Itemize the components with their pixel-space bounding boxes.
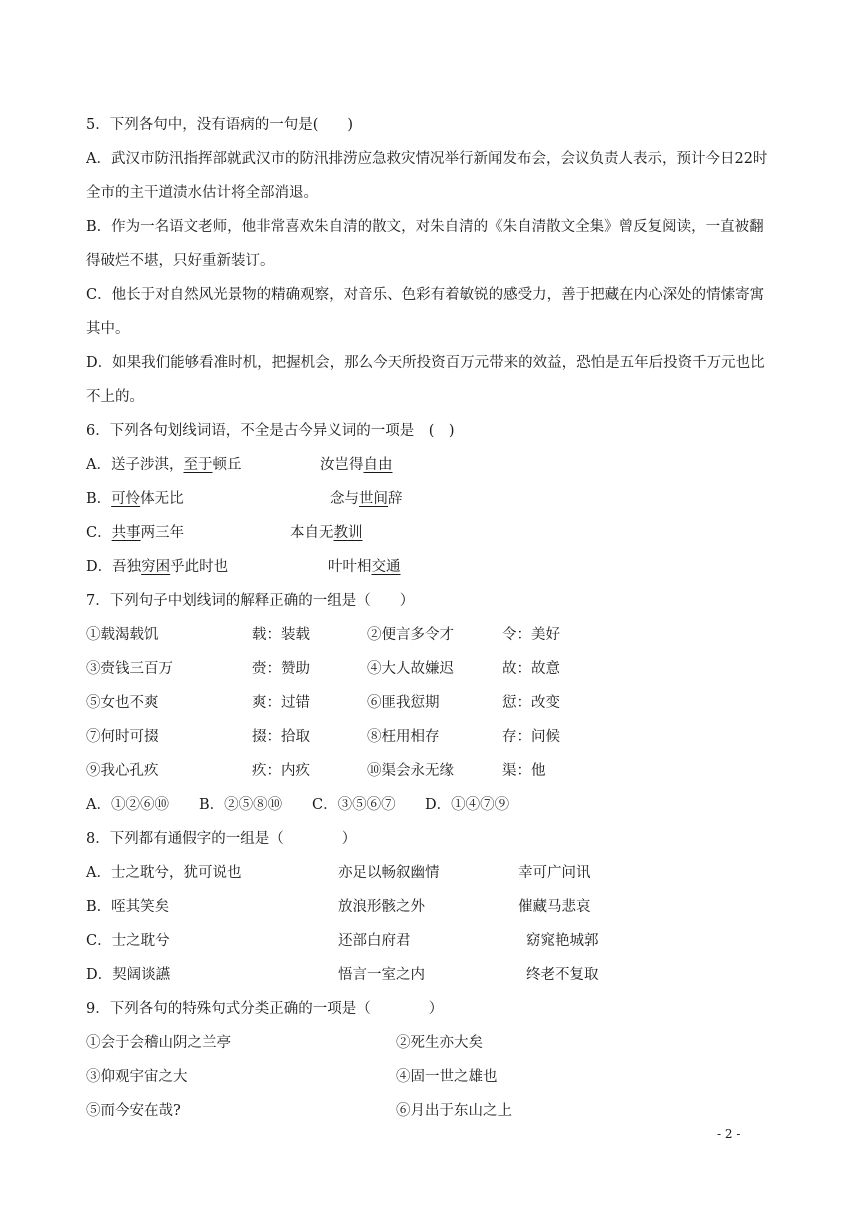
q6-a-text: A．送子涉淇， (86, 457, 184, 473)
q8-option-c (86, 924, 776, 958)
q6-a-underlined-2: 自由 (363, 457, 393, 473)
exam-page (86, 108, 776, 1128)
q7-gloss: 令：美好 (502, 627, 560, 643)
q8-option-b (86, 890, 776, 924)
q8-item: A．士之耽兮，犹可说也 (86, 865, 242, 881)
q6-c-text: C． (86, 525, 112, 541)
q6-a-underlined: 至于 (183, 457, 213, 473)
q8-item: B．咥其笑矣 (86, 899, 170, 915)
q7-row (86, 618, 776, 652)
q7-row (86, 652, 776, 686)
q5-stem: 5．下列各句中，没有语病的一句是( ) (86, 117, 354, 133)
q7-row (86, 686, 776, 720)
q7-phrase: ③赍钱三百万 (86, 661, 173, 677)
q6-b-text: B． (86, 491, 112, 507)
q5-option-a: A．武汉市防汛指挥部就武汉市的防汛排涝应急救灾情况举行新闻发布会，会议负责人表示，预计今日22时全市的主干道渍水估计将全部消退。 (86, 151, 768, 201)
q8-stem: 8．下列都有通假字的一组是（ ） (86, 831, 357, 847)
q7-phrase: ⑦何时可掇 (86, 729, 159, 745)
q7-gloss: 渠：他 (502, 763, 546, 779)
q7-gloss: 掇：拾取 (252, 729, 310, 745)
q9-stem: 9．下列各句的特殊句式分类正确的一项是（ ） (86, 1001, 444, 1017)
q9-row (86, 1060, 776, 1094)
q6-b-text-4: 辞 (388, 491, 403, 507)
q9-item: ③仰观宇宙之大 (86, 1069, 188, 1085)
q9-item: ⑤而今安在哉? (86, 1103, 181, 1119)
q7-phrase: ⑥匪我愆期 (367, 695, 440, 711)
q6-b-underlined-2: 世间 (359, 491, 388, 507)
q8-item: D．契阔谈讌 (86, 967, 171, 983)
q6-c-underlined: 共事 (111, 525, 141, 541)
q7-row (86, 720, 776, 754)
q7-phrase: ⑧枉用相存 (367, 729, 440, 745)
q6-d-text-2: 乎此时也 (170, 559, 229, 575)
q7-phrase: ①载渴载饥 (86, 627, 159, 643)
q7-gloss: 载：装载 (252, 627, 310, 643)
q9-row (86, 1026, 776, 1060)
q8-option-d (86, 958, 776, 992)
q6-option-d (86, 550, 776, 584)
q7-gloss: 疚：内疚 (252, 763, 310, 779)
q8-item: 窈窕艳城郭 (526, 933, 599, 949)
page-number: - 2 - (717, 1127, 741, 1141)
q9-item: ⑥月出于东山之上 (396, 1103, 512, 1119)
q8-item: 终老不复取 (526, 967, 599, 983)
q6-c-text-2: 两三年 (140, 525, 185, 541)
q7-stem: 7．下列句子中划线词的解释正确的一组是（ ） (86, 593, 415, 609)
q7-phrase: ⑩渠会永无缘 (367, 763, 454, 779)
q8-item: 放浪形骸之外 (338, 899, 425, 915)
q6-a-text-2: 顿丘 (212, 457, 242, 473)
q8-item: 悟言一室之内 (338, 967, 425, 983)
q6-b-underlined: 可怜 (111, 491, 141, 507)
q6-d-underlined-2: 交通 (371, 559, 401, 575)
q6-b-text-3: 念与 (330, 491, 359, 507)
q7-gloss: 爽：过错 (252, 695, 310, 711)
q7-choice-d: D．①④⑦⑨ (425, 797, 510, 813)
q7-phrase: ④大人故嫌迟 (367, 661, 454, 677)
q7-phrase: ⑨我心孔疚 (86, 763, 159, 779)
q8-item: 亦足以畅叙幽情 (338, 865, 440, 881)
q7-gloss: 赍：赞助 (252, 661, 310, 677)
q7-choice-b: B．②⑤⑧⑩ (199, 797, 283, 813)
q6-option-b (86, 482, 776, 516)
q8-item: 幸可广问讯 (518, 865, 591, 881)
q7-phrase: ②便言多令才 (367, 627, 454, 643)
q7-gloss: 存：问候 (502, 729, 560, 745)
q7-choice-a: A．①②⑥⑩ (86, 797, 169, 813)
q9-item: ④固一世之雄也 (396, 1069, 498, 1085)
q6-option-a (86, 448, 776, 482)
q6-c-text-3: 本自无 (290, 525, 334, 541)
q9-row (86, 1094, 776, 1128)
q5-option-d: D．如果我们能够看准时机，把握机会，那么今天所投资百万元带来的效益，恐怕是五年后投资千万元也比不上的。 (86, 355, 765, 405)
q6-b-text-2: 体无比 (140, 491, 184, 507)
q6-d-underlined: 穷困 (141, 559, 171, 575)
q7-gloss: 愆：改变 (502, 695, 560, 711)
q7-choices (86, 788, 776, 822)
q7-row (86, 754, 776, 788)
q5-option-b: B．作为一名语文老师，他非常喜欢朱自清的散文，对朱自清的《朱自清散文全集》曾反复阅读，一直被翻得破烂不堪，只好重新装订。 (86, 219, 764, 269)
q8-option-a (86, 856, 776, 890)
q8-item: 催藏马悲哀 (518, 899, 591, 915)
q6-option-c (86, 516, 776, 550)
q6-c-underlined-2: 教训 (333, 525, 363, 541)
q7-phrase: ⑤女也不爽 (86, 695, 159, 711)
q5-option-c: C．他长于对自然风光景物的精确观察，对音乐、色彩有着敏锐的感受力，善于把藏在内心深处的情愫寄寓其中。 (86, 287, 765, 337)
q7-gloss: 故：故意 (502, 661, 560, 677)
q8-item: C．士之耽兮 (86, 933, 170, 949)
q8-item: 还部白府君 (338, 933, 411, 949)
q7-choice-c: C．③⑤⑥⑦ (312, 797, 396, 813)
q6-stem: 6．下列各句划线词语，不全是古今异义词的一项是 ( ) (86, 423, 455, 439)
q9-item: ②死生亦大矣 (396, 1035, 483, 1051)
q9-item: ①会于会稽山阴之兰亭 (86, 1035, 231, 1051)
q6-d-text-3: 叶叶相 (328, 559, 372, 575)
q6-d-text: D．吾独 (86, 559, 142, 575)
q6-a-text-3: 汝岂得 (320, 457, 364, 473)
